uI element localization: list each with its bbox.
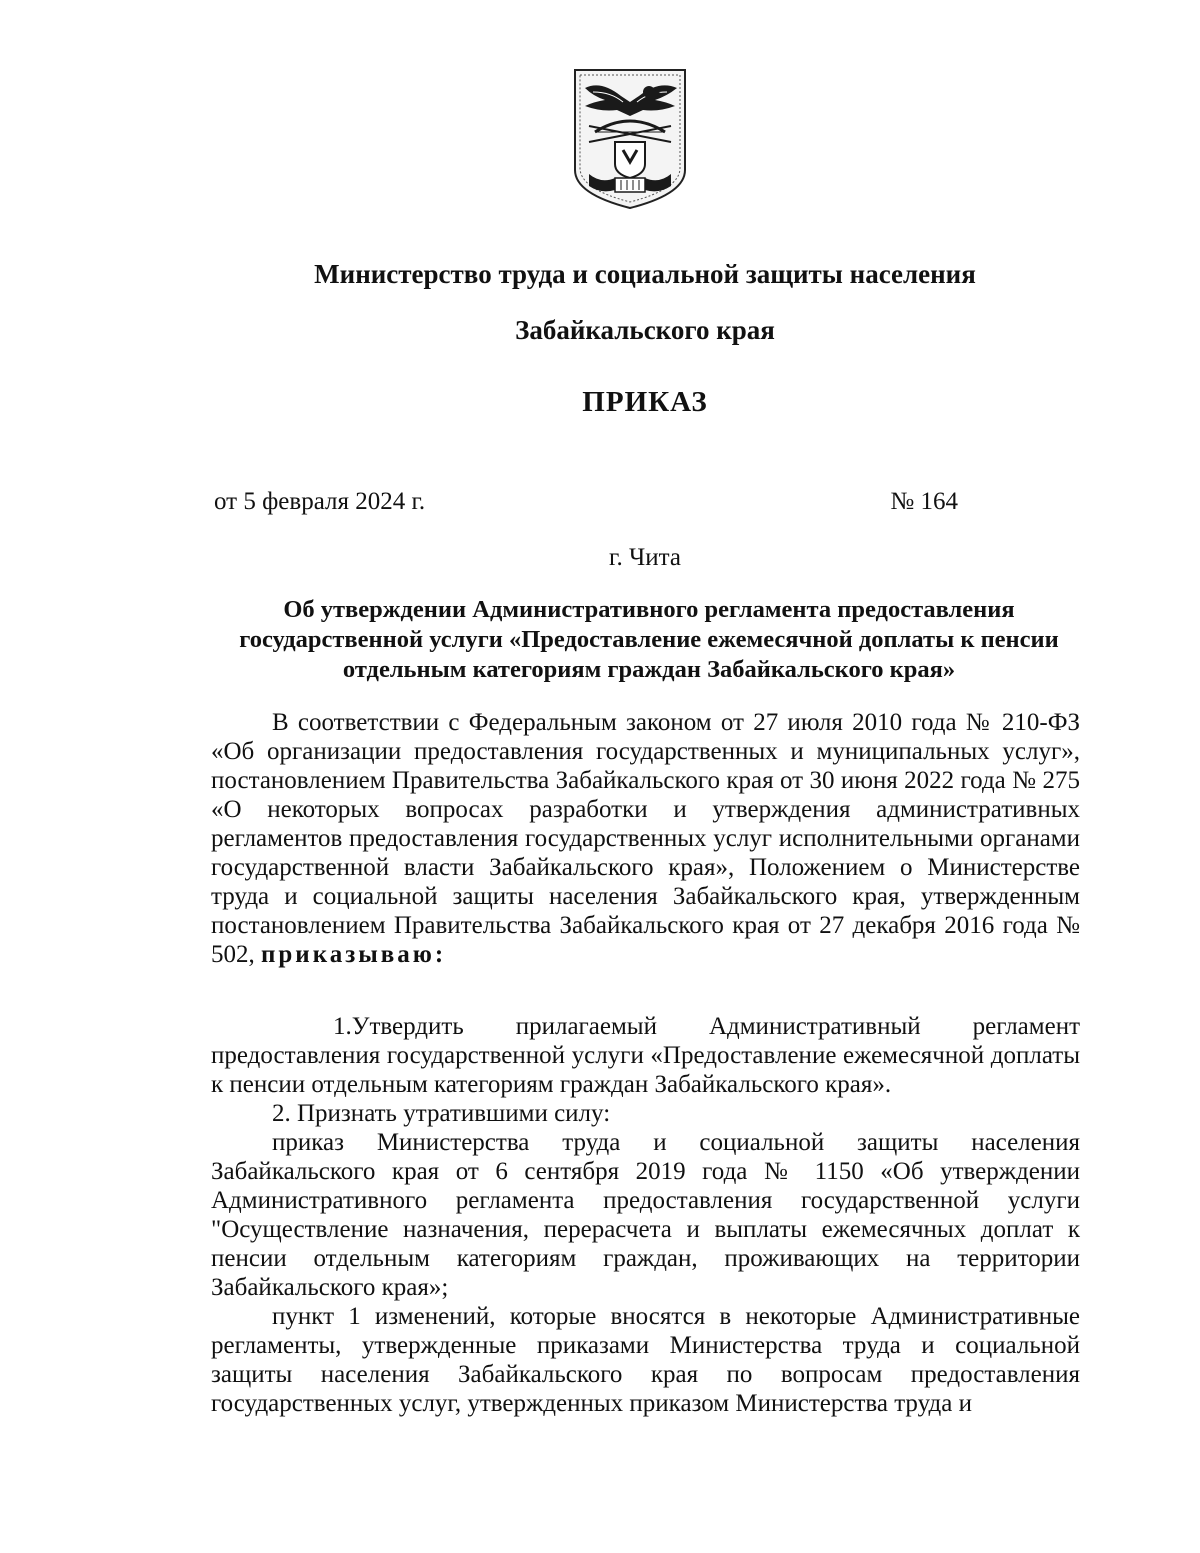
city-name: г. Чита xyxy=(609,544,681,571)
preamble-text: В соответствии с Федеральным законом от 27 июля 2010 года № 210-ФЗ «Об организации предоставления государственных и муниципальных услуг», постановлением Правительства Забайкальского края от 30 июня 2022 года № 275 «О некоторых вопросах разработки и утверждения административных регламентов предоставления государственных услуг исполнительными органами государственной власти Забайкальского края», Положением о Министерстве труда и социальной защиты населения Забайкальского края, утвержденным постановлением Правительства Забайкальского края от 27 декабря 2016 года № 502, xyxy=(211,709,1080,968)
document-title-line3: отдельным категориям граждан Забайкальского края» xyxy=(342,656,956,683)
item-1-text: Утвердить прилагаемый Административный регламент предоставления государственной услуги «Предоставление ежемесячной доплаты к пенсии отдельным категориям граждан Забайкальского края». xyxy=(211,1013,1080,1098)
coat-of-arms-icon xyxy=(571,66,689,210)
document-title-line1: Об утверждении Административного регламента предоставления xyxy=(283,596,1015,623)
document-title-line2: государственной услуги «Предоставление ежемесячной доплаты к пенсии xyxy=(239,626,1059,653)
ministry-name-line1: Министерство труда и социальной защиты населения xyxy=(314,259,976,289)
document-type-heading: ПРИКАЗ xyxy=(582,386,708,418)
preamble-paragraph xyxy=(211,708,1080,969)
command-word: приказываю: xyxy=(261,941,447,968)
document-title xyxy=(205,595,1093,685)
order-items xyxy=(211,1012,1080,1418)
ministry-name-line2: Забайкальского края xyxy=(515,315,775,345)
item-2: 2. Признать утратившими силу: xyxy=(272,1100,611,1127)
order-number: № 164 xyxy=(890,488,958,515)
item-1-number: 1. xyxy=(333,1013,352,1040)
item-1 xyxy=(211,1012,1080,1099)
item-2-subitem-1: приказ Министерства труда и социальной защиты населения Забайкальского края от 6 сентября 2019 года № 1150 «Об утверждении Административного регламента предоставления государственной услуги "Осуществление назначения, перерасчета и выплаты ежемесячных доплат к пенсии отдельным категориям граждан, проживающих на территории Забайкальского края»; xyxy=(211,1129,1080,1301)
item-2-subitem-2: пункт 1 изменений, которые вносятся в некоторые Административные регламенты, утвержденные приказами Министерства труда и социальной защиты населения Забайкальского края по вопросам предоставления государственных услуг, утвержденных приказом Министерства труда и xyxy=(211,1303,1080,1417)
order-date: от 5 февраля 2024 г. xyxy=(214,488,426,515)
